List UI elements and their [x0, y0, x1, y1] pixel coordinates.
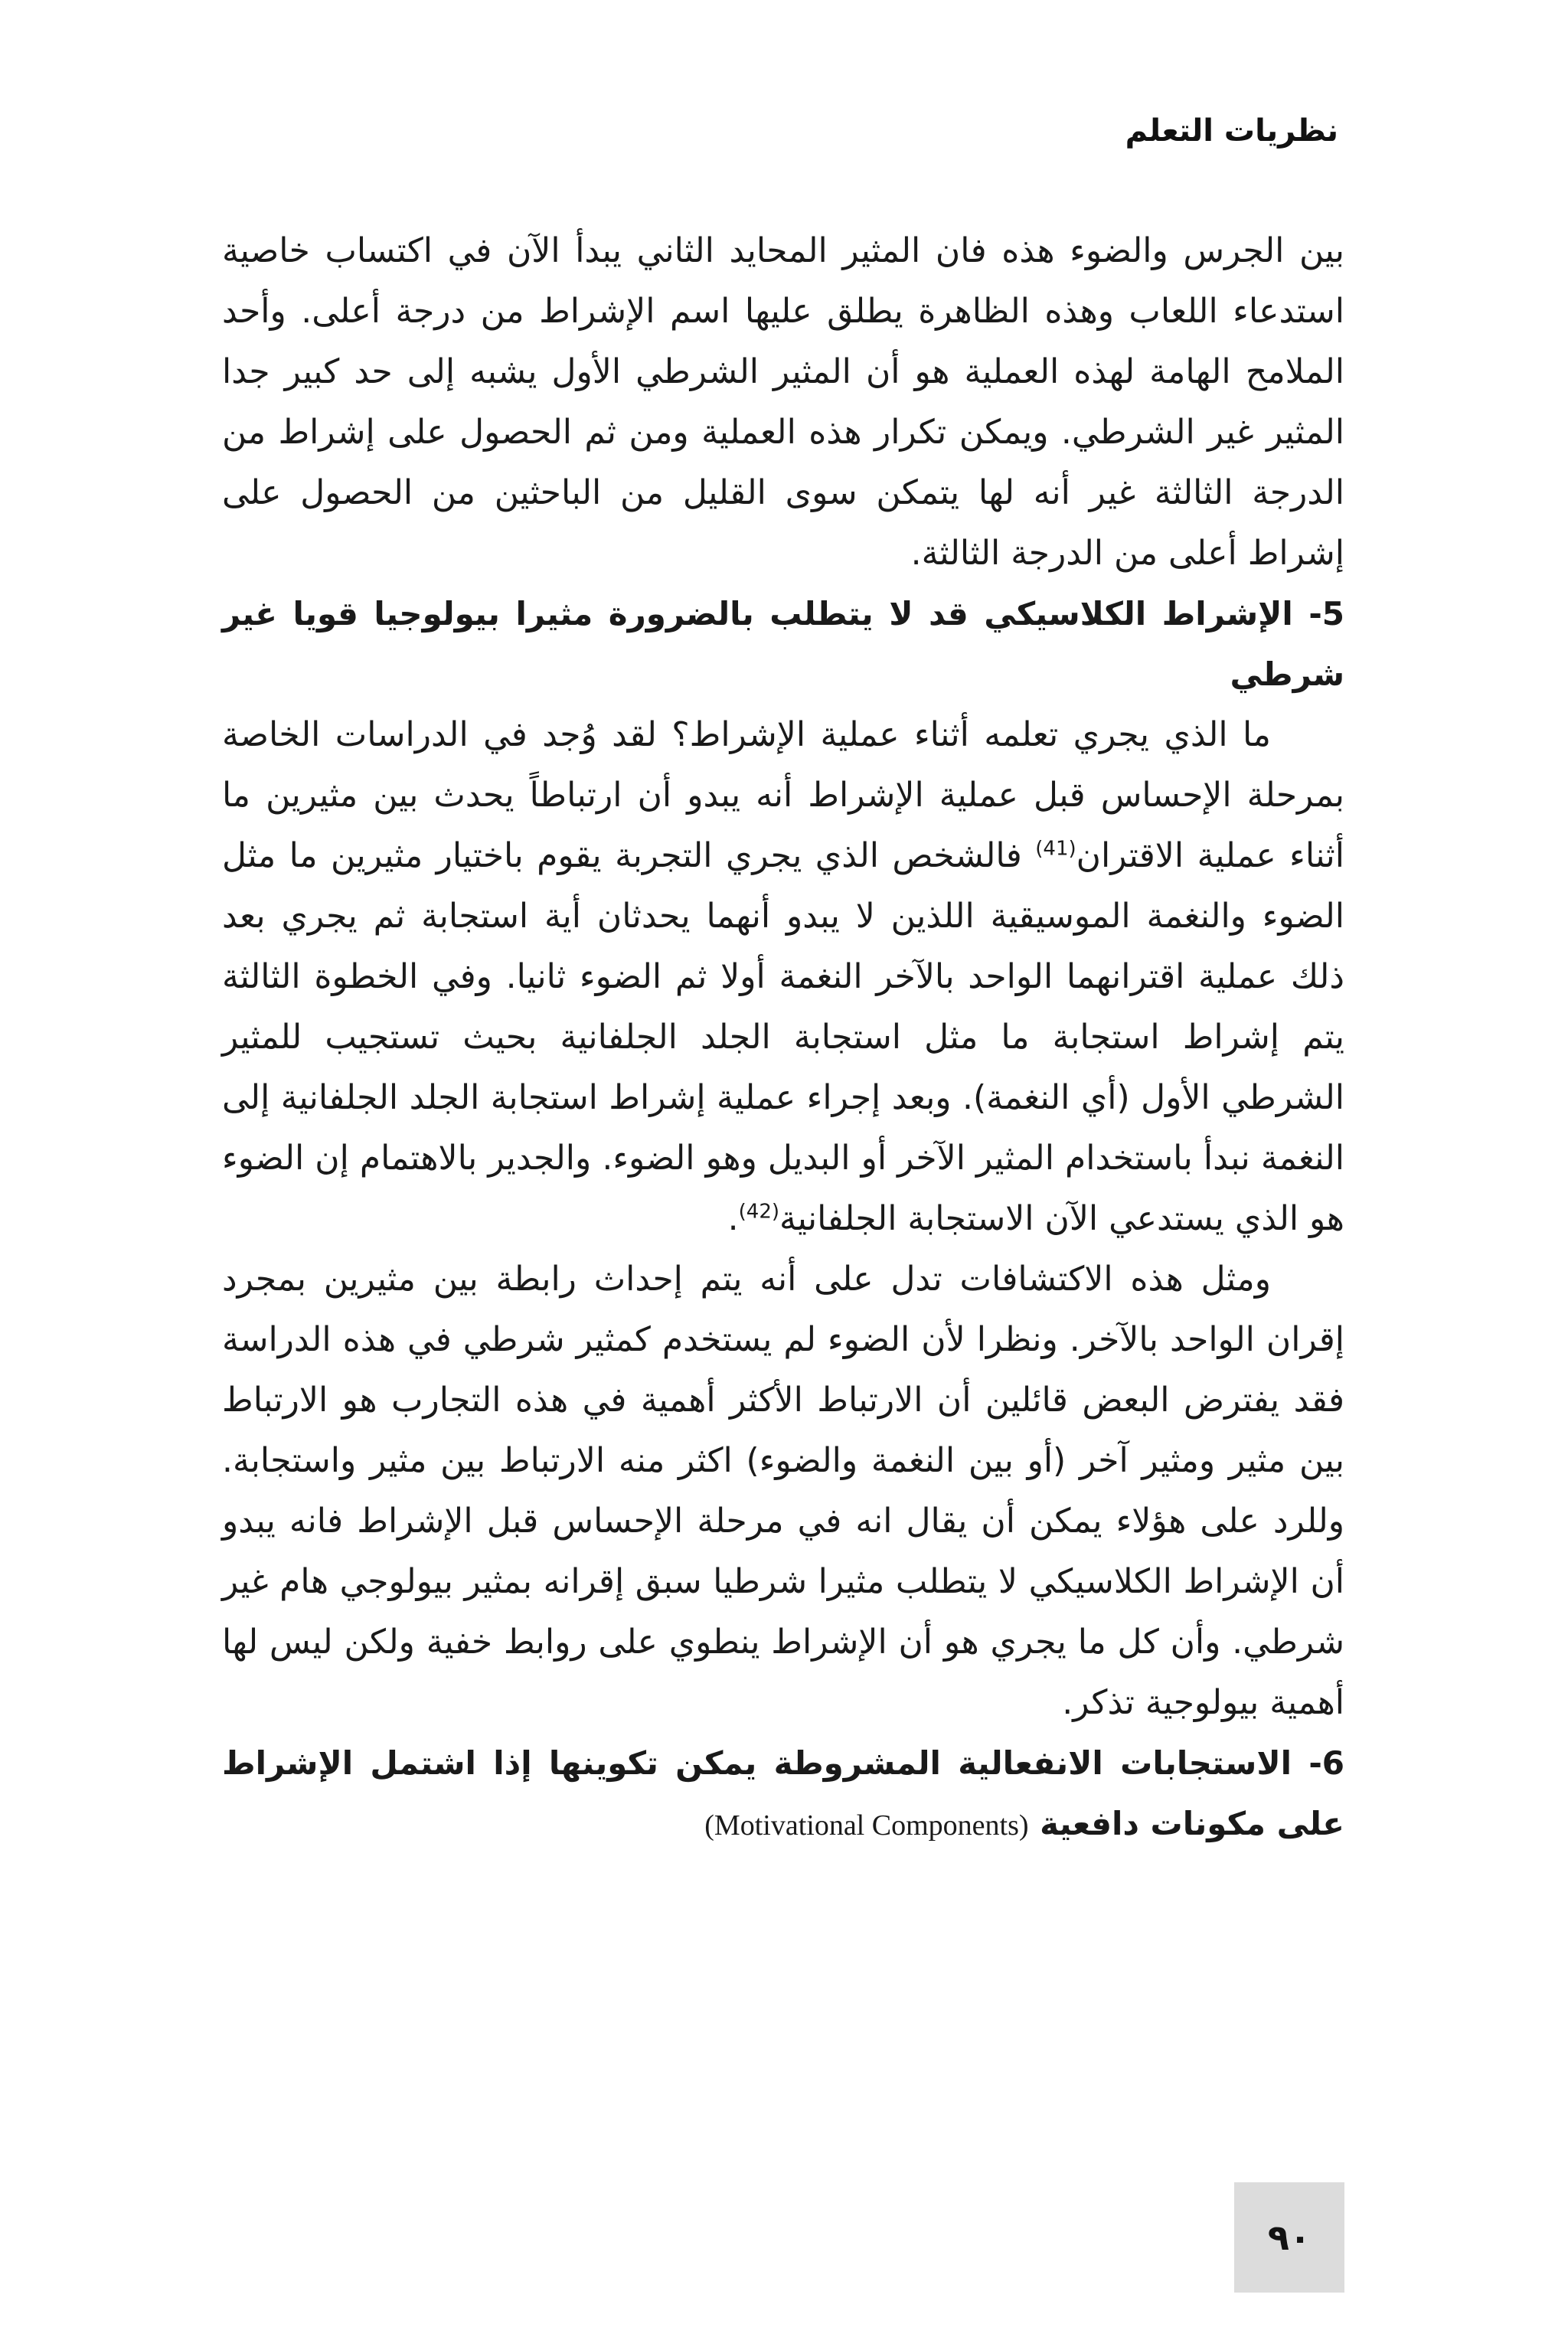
page-body — [222, 221, 1344, 1856]
paragraph-3: ومثل هذه الاكتشافات تدل على أنه يتم إحداث رابطة بين مثيرين بمجرد إقران الواحد بالآخر. ونظرا لأن الضوء لم يستخدم كمثير شرطي في هذه الدراسة فقد يفترض البعض قائلين أن الارتباط الأكثر أهمية في هذه التجارب هو الارتباط بين مثير ومثير آخر (أو بين النغمة والضوء) اكثر منه الارتباط بين مثير واستجابة. وللرد على هؤلاء يمكن أن يقال انه في مرحلة الإحساس قبل الإشراط فانه يبدو أن الإشراط الكلاسيكي لا يتطلب مثيرا شرطيا سبق إقرانه بمثير بيولوجي هام غير شرطي. وأن كل ما يجري هو أن الإشراط ينطوي على روابط خفية ولكن ليس لها أهمية بيولوجية تذكر. — [222, 1260, 1344, 1722]
paragraph-2-part-a: ما الذي يجري تعلمه أثناء عملية الإشراط؟ لقد وُجد في الدراسات الخاصة بمرحلة الإحساس قبل عملية الإشراط أنه يبدو أن ارتباطاً يحدث بين مثيرين ما أثناء عملية الاقتران — [222, 715, 1344, 875]
section-heading-6-english: (Motivational Components) — [704, 1809, 1029, 1842]
paragraph-2-part-c: . — [727, 1199, 739, 1238]
footnote-ref-41: (41) — [1035, 837, 1076, 861]
page-number: ٩٠ — [1267, 2217, 1312, 2258]
section-heading-5: 5- الإشراط الكلاسيكي قد لا يتطلب بالضرورة مثيرا بيولوجيا قويا غير شرطي — [222, 595, 1344, 693]
paragraph-1: بين الجرس والضوء هذه فان المثير المحايد الثاني يبدأ الآن في اكتساب خاصية استدعاء اللعاب وهذه الظاهرة يطلق عليها اسم الإشراط من درجة أعلى. وأحد الملامح الهامة لهذه العملية هو أن المثير الشرطي الأول يشبه إلى حد كبير جدا المثير غير الشرطي. ويمكن تكرار هذه العملية ومن ثم الحصول على إشراط من الدرجة الثالثة غير أنه لها يتمكن سوى القليل من الباحثين من الحصول على إشراط أعلى من الدرجة الثالثة. — [222, 231, 1344, 573]
footnote-ref-42: (42) — [738, 1200, 780, 1224]
section-heading-6-text: 6- الاستجابات الانفعالية المشروطة يمكن تكوينها إذا اشتمل الإشراط على مكونات دافعية — [222, 1744, 1344, 1842]
paragraph-2-part-b: فالشخص الذي يجري التجربة يقوم باختيار مثيرين ما مثل الضوء والنغمة الموسيقية اللذين لا يبدو أنهما يحدثان أية استجابة ثم يجري بعد ذلك عملية اقترانهما الواحد بالآخر النغمة أولا ثم الضوء ثانيا. وفي الخطوة الثالثة يتم إشراط استجابة ما مثل استجابة الجلد الجلفانية بحيث تستجيب للمثير الشرطي الأول (أي النغمة). وبعد إجراء عملية إشراط استجابة الجلد الجلفانية إلى النغمة نبدأ باستخدام المثير الآخر أو البديل وهو الضوء. والجدير بالاهتمام إن الضوء هو الذي يستدعي الآن الاستجابة الجلفانية — [222, 836, 1344, 1238]
section-heading-6 — [222, 1733, 1344, 1856]
running-header: نظريات التعلم — [1125, 113, 1338, 149]
page-number-box — [1234, 2182, 1344, 2293]
paragraph-2 — [222, 704, 1344, 1249]
